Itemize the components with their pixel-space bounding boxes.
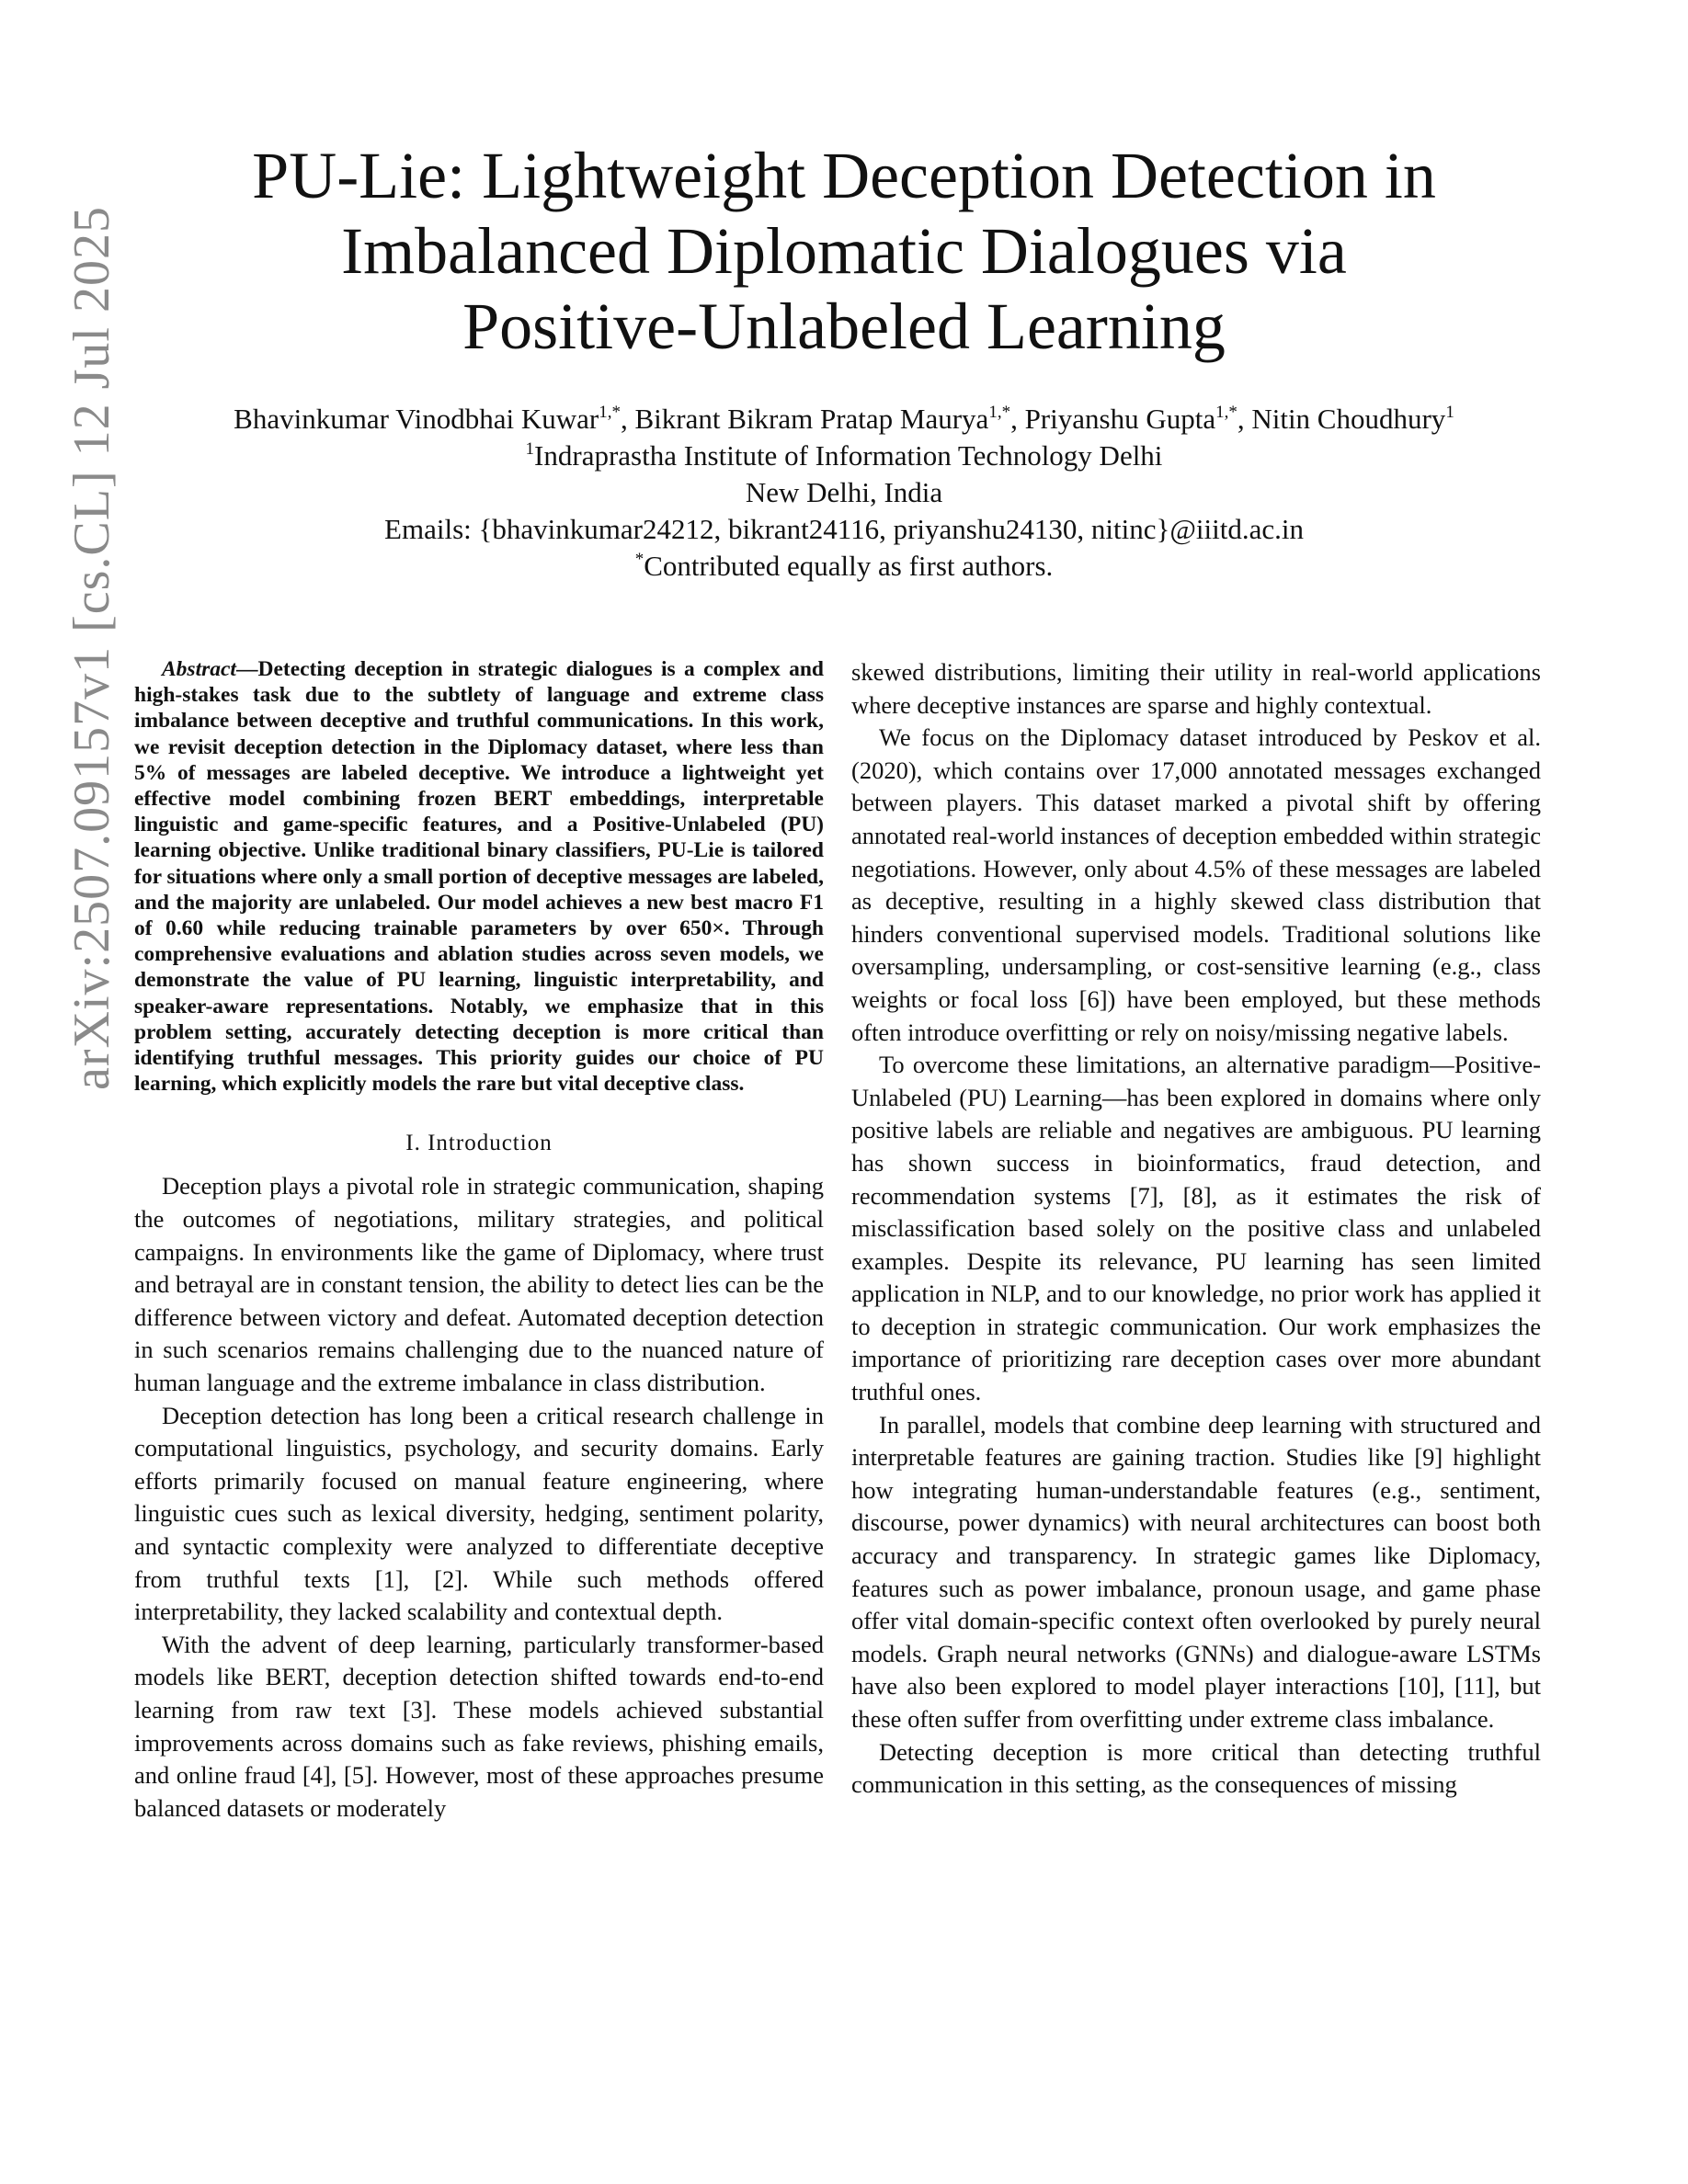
affiliation-mark: 1 xyxy=(525,439,535,459)
author-separator: , xyxy=(620,403,635,435)
author-name: Bikrant Bikram Pratap Maurya xyxy=(634,403,989,435)
author-names xyxy=(92,401,1596,438)
author-name: Bhavinkumar Vinodbhai Kuwar xyxy=(234,403,599,435)
arxiv-stamp: arXiv:2507.09157v1 [cs.CL] 12 Jul 2025 xyxy=(63,206,120,1090)
left-column xyxy=(134,656,824,1825)
author-name: Priyanshu Gupta xyxy=(1024,403,1216,435)
body-paragraph: Detecting deception is more critical than detecting truthful communication in this setting, as the consequences of missing xyxy=(851,1737,1541,1799)
title-line: Positive-Unlabeled Learning xyxy=(462,290,1226,363)
body-paragraph: With the advent of deep learning, particularly transformer-based models like BERT, deception detection shifted towards end-to-end learning from raw text [3]. These models achieved substantial improvements across domains such as fake reviews, phishing emails, and online fraud [4], [5]. However, most of these approaches presume balanced datasets or moderately xyxy=(134,1630,824,1822)
abstract xyxy=(134,656,824,1097)
author-affil-mark: 1 xyxy=(1445,403,1454,422)
author-affil-mark: 1,* xyxy=(1215,403,1237,422)
note-mark: * xyxy=(634,550,644,569)
body-paragraph-continued: skewed distributions, limiting their utility in real-world applications where deceptive instances are sparse and highly contextual. xyxy=(851,658,1541,719)
abstract-label: Abstract xyxy=(162,657,236,681)
affiliation xyxy=(92,438,1596,474)
body-paragraph: We focus on the Diplomacy dataset introduced by Peskov et al. (2020), which contains over 17,000 annotated messages exchanged between players. This dataset marked a pivotal shift by offering annotated real-world instances of deception embedded within strategic negotiations. However, only about 4.5% of these messages are labeled as deceptive, resulting in a highly skewed class distribution that hinders conventional supervised models. Traditional solutions like oversampling, undersampling, or cost-sensitive learning (e.g., class weights or focal loss [6]) have been employed, but these methods often introduce overfitting or rely on noisy/missing negative labels. xyxy=(851,723,1541,1046)
section-heading: I. Introduction xyxy=(405,1131,553,1156)
emails: Emails: {bhavinkumar24212, bikrant24116, priyanshu24130, nitinc}@iiitd.ac.in xyxy=(384,513,1304,545)
author-separator: , xyxy=(1010,403,1025,435)
affiliation-name: Indraprastha Institute of Information Technology Delhi xyxy=(534,439,1163,472)
abstract-text: —Detecting deception in strategic dialogues is a complex and high-stakes task due to the subtlety of language and extreme class imbalance between deceptive and truthful communications. In this work, we revisit deception detection in the Diplomacy dataset, where less than 5% of messages are labeled deceptive. We introduce a lightweight yet effective model combining frozen BERT embeddings, interpretable linguistic and game-specific features, and a Positive-Unlabeled (PU) learning objective. Unlike traditional binary classifiers, PU-Lie is tailored for situations where only a small portion of deceptive messages are labeled, and the majority are unlabeled. Our model achieves a new best macro F1 of 0.60 while reducing trainable parameters by over 650×. Through comprehensive evaluations and ablation studies across seven models, we demonstrate the value of PU learning, linguistic interpretability, and speaker-aware representations. Notably, we emphasize that in this problem setting, accurately detecting deception is more critical than identifying truthful messages. This priority guides our choice of PU learning, which explicitly models the rare but vital deceptive class. xyxy=(134,657,824,1097)
title-line: PU-Lie: Lightweight Deception Detection in xyxy=(252,139,1436,212)
body-paragraph: In parallel, models that combine deep learning with structured and interpretable features are gaining traction. Studies like [9] highlight how integrating human-understandable features (e.g., sentiment, discourse, power dynamics) with neural architectures can boost both accuracy and transparency. In strategic games like Diplomacy, features such as power imbalance, pronoun usage, and game phase offer vital domain-specific context often overlooked by purely neural models. Graph neural networks (GNNs) and dialogue-aware LSTMs have also been explored to model player interactions [10], [11], but these often suffer from overfitting under extreme class imbalance. xyxy=(851,1410,1541,1733)
equal-contribution-note xyxy=(92,548,1596,585)
author-block xyxy=(92,401,1596,585)
author-affil-mark: 1,* xyxy=(988,403,1011,422)
body-paragraph: Deception detection has long been a critical research challenge in computational linguistics, psychology, and security domains. Early efforts primarily focused on manual feature engineering, where linguistic cues such as lexical diversity, hedging, sentiment polarity, and syntactic complexity were analyzed to differentiate deceptive from truthful texts [1], [2]. While such methods offered interpretability, they lacked scalability and contextual depth. xyxy=(134,1401,824,1626)
body-paragraph: Deception plays a pivotal role in strategic communication, shaping the outcomes of negotiations, military strategies, and political campaigns. In environments like the game of Diplomacy, where trust and betrayal are in constant tension, the ability to detect lies can be the difference between victory and defeat. Automated deception detection in such scenarios remains challenging due to the nuanced nature of human language and the extreme imbalance in class distribution. xyxy=(134,1172,824,1397)
author-affil-mark: 1,* xyxy=(599,403,621,422)
title-line: Imbalanced Diplomatic Dialogues via xyxy=(341,214,1347,288)
note-text: Contributed equally as first authors. xyxy=(644,550,1054,582)
author-name: Nitin Choudhury xyxy=(1251,403,1446,435)
paper-title xyxy=(184,138,1504,364)
author-separator: , xyxy=(1237,403,1252,435)
body-paragraph: To overcome these limitations, an alternative paradigm—Positive-Unlabeled (PU) Learning—has been explored in domains where only positive labels are reliable and negatives are ambiguous. PU learning has shown success in bioinformatics, fraud detection, and recommendation systems [7], [8], as it estimates the risk of misclassification based solely on the positive class and unlabeled examples. Despite its relevance, PU learning has seen limited application in NLP, and to our knowledge, no prior work has applied it to deception in strategic communication. Our work emphasizes the importance of prioritizing rare deception cases over more abundant truthful ones. xyxy=(851,1051,1541,1406)
location: New Delhi, India xyxy=(745,476,943,508)
right-column xyxy=(851,656,1541,1802)
